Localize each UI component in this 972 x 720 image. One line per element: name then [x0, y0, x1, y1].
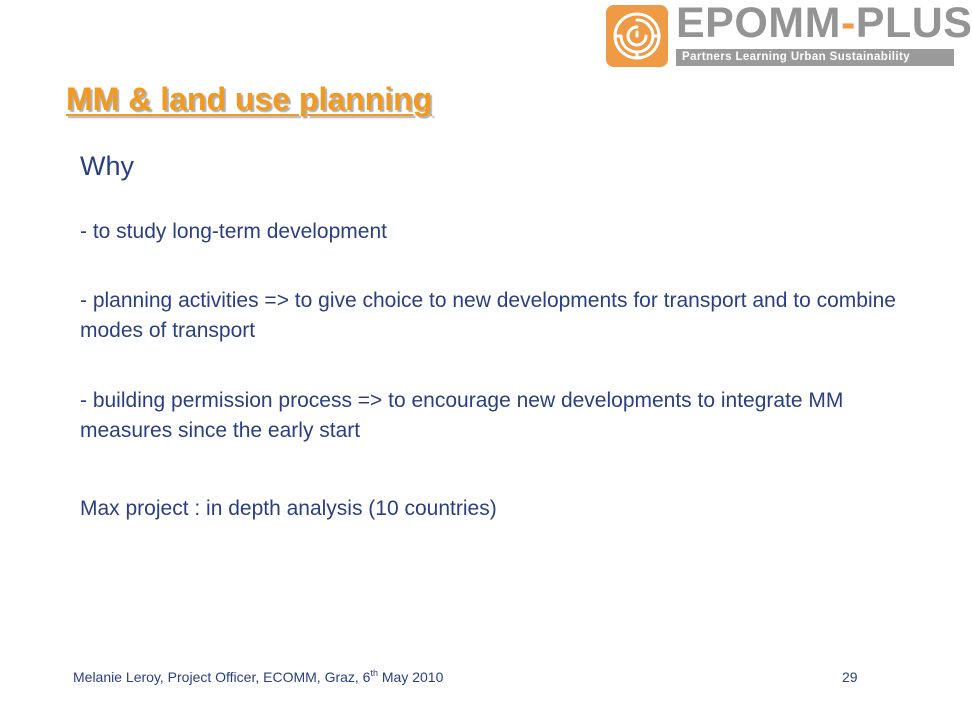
page-number: 29 — [842, 669, 858, 685]
logo-word-dash: - — [840, 0, 856, 47]
bullet-planning-activities: - planning activities => to give choice to new developments for transport and to combine modes of transport — [80, 289, 896, 342]
logo-wordmark — [676, 1, 972, 45]
logo-word-plus: PLUS — [855, 0, 972, 47]
max-project-note: Max project : in depth analysis (10 countries) — [80, 497, 497, 520]
section-heading: Why — [80, 151, 134, 181]
logo-maze-icon — [606, 5, 668, 67]
footer-text-before: Melanie Leroy, Project Officer, ECOMM, Graz, 6 — [73, 669, 371, 685]
logo-tagline: Partners Learning Urban Sustainability — [676, 49, 954, 66]
bullet-long-term-development: - to study long-term development — [80, 220, 387, 243]
footer-credit — [73, 668, 443, 686]
slide-title: MM & land use planning — [66, 81, 433, 117]
bullet-building-permission: - building permission process => to encourage new developments to integrate MM measures since the early start — [80, 389, 844, 442]
epomm-plus-logo — [606, 0, 972, 67]
footer-superscript: th — [370, 668, 378, 678]
footer-text-after: May 2010 — [377, 669, 444, 685]
logo-word-epomm: EPOMM — [676, 0, 841, 47]
